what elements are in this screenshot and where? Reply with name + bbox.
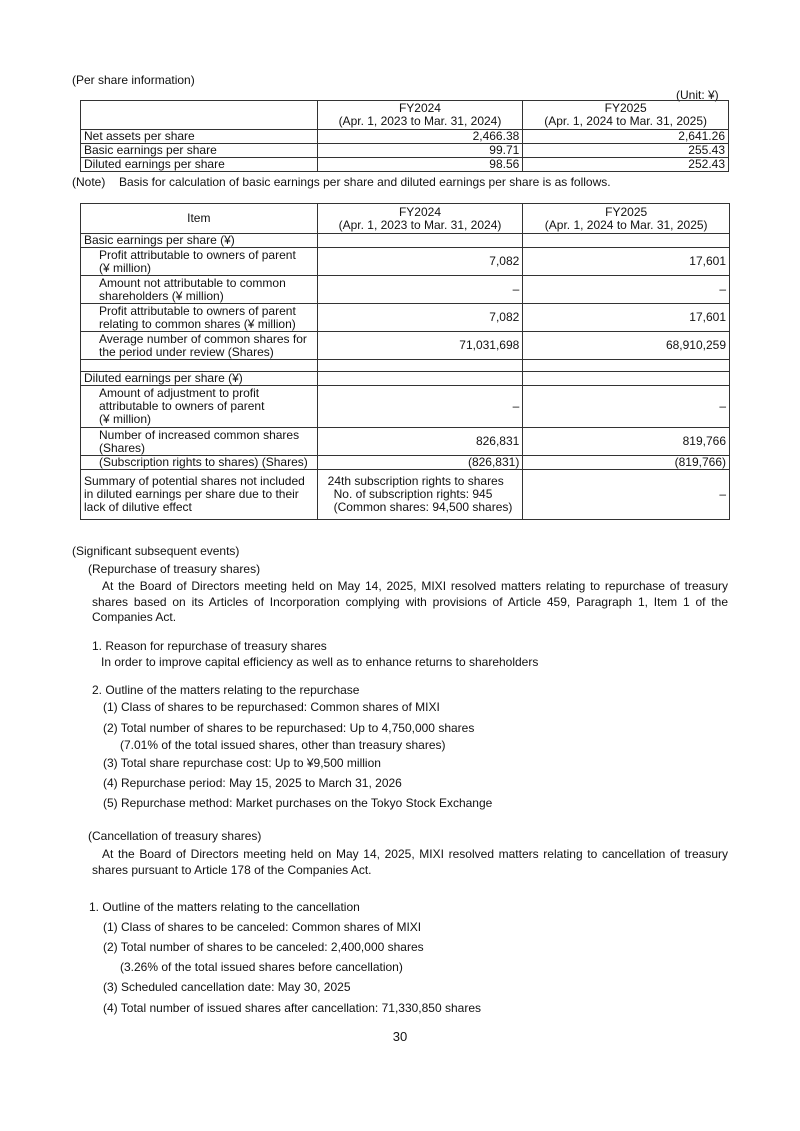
row-value-fy2025: 17,601 [523,248,730,276]
label-line: in diluted earnings per share due to their [84,487,299,501]
empty-cell [523,234,730,248]
row-label [81,428,318,456]
row-value-fy2024: 7,082 [317,304,523,332]
fy2024-title: FY2024 [398,204,441,219]
row-value-fy2024: 2,466.38 [317,130,523,144]
basis-table [80,203,730,520]
row-label: Net assets per share [81,130,318,144]
fy2025-title: FY2025 [605,204,648,219]
table-row [81,428,730,456]
row-value-fy2025: 2,641.26 [523,130,729,144]
label-line: Average number of common shares for [99,331,307,346]
section-label: Diluted earnings per share (¥) [81,372,318,386]
label-line: the period under review (Shares) [99,344,274,359]
fy2025-title: FY2025 [604,101,647,115]
note-text: Basis for calculation of basic earnings per share and diluted earnings per share is as follows. [119,175,611,189]
header-fy2024 [317,204,523,234]
header-fy2025 [523,204,730,234]
table-row [81,158,729,172]
outline-item-2-note: (7.01% of the total issued shares, other than treasury shares) [120,738,446,752]
section-row-diluted [81,372,730,386]
label-line: (¥ million) [99,260,152,275]
section-row-basic [81,234,730,248]
row-label [81,304,318,332]
cancel-item-2-note: (3.26% of the total issued shares before cancellation) [120,960,403,974]
row-value-fy2025: – [523,470,730,520]
fy2025-period: (Apr. 1, 2024 to Mar. 31, 2025) [544,217,708,232]
label-line: attributable to owners of parent [99,399,265,413]
outline-heading: 2. Outline of the matters relating to the repurchase [92,683,360,697]
repurchase-heading: (Repurchase of treasury shares) [88,562,261,576]
row-label [81,470,318,520]
label-line: relating to common shares (¥ million) [99,316,296,331]
label-line: Profit attributable to owners of parent [99,303,296,318]
row-value-fy2025: – [523,276,730,304]
label-line: shareholders (¥ million) [99,288,224,303]
page-number: 30 [392,1029,408,1044]
cancel-item-2: (2) Total number of shares to be canceled: 2,400,000 shares [103,940,424,954]
header-fy2025 [523,101,729,130]
outline-item-5: (5) Repurchase method: Market purchases on the Tokyo Stock Exchange [103,796,493,810]
item-header: Item [81,204,318,234]
row-value-fy2024: – [317,276,523,304]
repurchase-paragraph: At the Board of Directors meeting held on May 14, 2025, MIXI resolved matters relating to repurchase of treasury shares based on its Articles of Incorporation complying with provisions of Article 459, Paragraph 1, Item 1 of the Companies Act. [92,579,728,624]
label-line: Profit attributable to owners of parent [99,247,296,262]
per-share-table [80,100,729,172]
row-value-fy2025: 68,910,259 [523,332,730,360]
table-row [81,248,730,276]
table-row [81,386,730,428]
row-value-fy2024: 99.71 [317,144,523,158]
cancel-item-3: (3) Scheduled cancellation date: May 30, 2025 [103,980,351,994]
row-label: Basic earnings per share [81,144,318,158]
row-value-fy2024: – [317,386,523,428]
empty-cell [317,234,523,248]
cancel-item-4: (4) Total number of issued shares after cancellation: 71,330,850 shares [103,1001,481,1015]
fy2024-period: (Apr. 1, 2023 to Mar. 31, 2024) [338,114,502,128]
cancel-outline-heading: 1. Outline of the matters relating to the cancellation [89,900,360,914]
table-row [81,144,729,158]
value-line: (Common shares: 94,500 shares) [333,500,513,514]
row-value-fy2025: 252.43 [523,158,729,172]
empty-cell [317,360,523,372]
reason-heading: 1. Reason for repurchase of treasury shares [92,639,327,653]
row-label: Diluted earnings per share [81,158,318,172]
table-row [81,276,730,304]
row-value-fy2025: 17,601 [523,304,730,332]
events-heading: (Significant subsequent events) [72,544,240,558]
label-line: (¥ million) [99,412,152,426]
row-label [81,332,318,360]
table-header-row [81,101,729,130]
cancel-heading: (Cancellation of treasury shares) [88,829,262,843]
empty-cell [317,372,523,386]
fy2024-title: FY2024 [398,101,441,115]
header-item-cell [81,101,318,130]
label-line: Amount not attributable to common [99,275,286,290]
row-value-fy2024: 7,082 [317,248,523,276]
section-label: Basic earnings per share (¥) [81,234,318,248]
value-line: 24th subscription rights to shares [327,474,504,488]
empty-cell [523,360,730,372]
row-label [81,276,318,304]
row-value-fy2024: 826,831 [317,428,523,456]
reason-text: In order to improve capital efficiency as well as to enhance returns to shareholders [101,655,539,669]
row-value-fy2025: 255.43 [523,144,729,158]
spacer-row [81,360,730,372]
row-label: (Subscription rights to shares) (Shares) [81,456,318,470]
cancel-paragraph: At the Board of Directors meeting held on May 14, 2025, MIXI resolved matters relating to cancellation of treasury shares pursuant to Article 178 of the Companies Act. [92,847,728,877]
value-line: No. of subscription rights: 945 [333,487,493,501]
table-row [81,332,730,360]
row-label [81,248,318,276]
row-value-fy2025: (819,766) [523,456,730,470]
label-line: (Shares) [99,440,146,455]
table-row [81,470,730,520]
row-value-fy2024 [317,470,523,520]
empty-cell [81,360,318,372]
outline-item-4: (4) Repurchase period: May 15, 2025 to March 31, 2026 [103,776,402,790]
label-line: Summary of potential shares not included [84,474,305,488]
row-value-fy2025: 819,766 [523,428,730,456]
table-header-row [81,204,730,234]
header-fy2024 [317,101,523,130]
table-row [81,456,730,470]
per-share-heading: (Per share information) [72,73,195,87]
row-value-fy2024: (826,831) [317,456,523,470]
table-row [81,304,730,332]
label-line: lack of dilutive effect [84,500,192,514]
empty-cell [523,372,730,386]
fy2024-period: (Apr. 1, 2023 to Mar. 31, 2024) [338,217,502,232]
outline-item-1: (1) Class of shares to be repurchased: Common shares of MIXI [103,700,440,714]
row-value-fy2024: 98.56 [317,158,523,172]
row-value-fy2024: 71,031,698 [317,332,523,360]
table-row [81,130,729,144]
label-line: Number of increased common shares [99,427,300,442]
outline-item-3: (3) Total share repurchase cost: Up to ¥9,500 million [103,756,381,770]
note-label: (Note) [72,175,106,189]
cancel-item-1: (1) Class of shares to be canceled: Common shares of MIXI [103,920,422,934]
label-line: Amount of adjustment to profit [99,386,260,400]
fy2025-period: (Apr. 1, 2024 to Mar. 31, 2025) [544,114,708,128]
unit-label: (Unit: ¥) [676,88,719,102]
row-value-fy2025: – [523,386,730,428]
row-label [81,386,318,428]
outline-item-2: (2) Total number of shares to be repurchased: Up to 4,750,000 shares [103,721,475,735]
